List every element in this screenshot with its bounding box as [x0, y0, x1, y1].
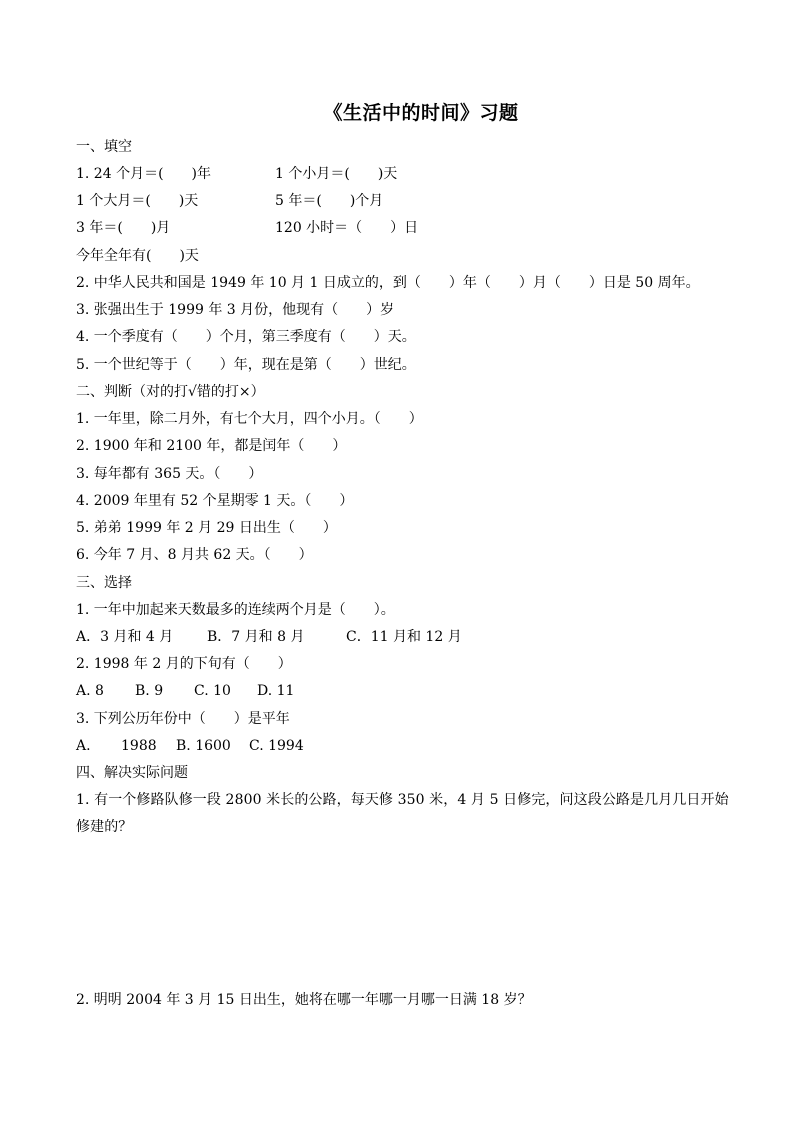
choice-1-option-c: C．11 月和 12 月 [346, 629, 462, 645]
question-1d: 今年全年有( )天 [76, 248, 199, 264]
choice-3-option-b: B. 1600 [176, 738, 231, 754]
section-heading-word-problems: 四、解决实际问题 [76, 765, 188, 781]
section-heading-true-false: 二、判断（对的打√错的打×） [76, 384, 265, 400]
judge-question-1: 1. 一年里，除二月外，有七个大月，四个小月。（ ） [76, 411, 423, 427]
judge-question-4: 4. 2009 年里有 52 个星期零 1 天。（ ） [76, 493, 354, 509]
question-2: 2. 中华人民共和国是 1949 年 10 月 1 日成立的，到（ ）年（ ）月（ ）日是 50 周年。 [76, 275, 700, 291]
section-heading-choice: 三、选择 [76, 575, 132, 591]
question-1a-right: 1 个小月＝( )天 [275, 166, 398, 182]
choice-question-1: 1. 一年中加起来天数最多的连续两个月是（ ）。 [76, 602, 395, 618]
choice-2-option-a: A. 8 [76, 683, 104, 699]
choice-2-option-b: B. 9 [135, 683, 164, 699]
choice-3-option-a-value: 1988 [121, 738, 157, 754]
choice-1-option-b: B．7 月和 8 月 [207, 629, 305, 645]
judge-question-6: 6. 今年 7 月、8 月共 62 天。（ ） [76, 547, 313, 563]
question-1b-left: 1 个大月＝( )天 [76, 193, 199, 209]
word-problem-1: 1. 有一个修路队修一段 2800 米长的公路，每天修 350 米，4 月 5 日修完，问这段公路是几月几日开始修建的？ [76, 792, 729, 835]
judge-question-5: 5. 弟弟 1999 年 2 月 29 日出生（ ） [76, 520, 337, 536]
choice-2-option-d: D. 11 [257, 683, 295, 699]
judge-question-2: 2. 1900 年和 2100 年，都是闰年（ ） [76, 438, 347, 454]
choice-3-option-c: C. 1994 [249, 738, 304, 754]
question-5: 5. 一个世纪等于（ ）年，现在是第（ ）世纪。 [76, 357, 416, 373]
choice-question-3: 3. 下列公历年份中（ ）是平年 [76, 711, 290, 727]
choice-3-option-a: A. [76, 738, 91, 754]
question-3: 3. 张强出生于 1999 年 3 月份，他现有（ ）岁 [76, 302, 395, 318]
choice-1-option-a: A．3 月和 4 月 [76, 629, 174, 645]
question-1a-left: 1. 24 个月＝( )年 [76, 166, 211, 182]
judge-question-3: 3. 每年都有 365 天。（ ） [76, 466, 263, 482]
question-1b-right: 5 年＝( )个月 [275, 193, 384, 209]
question-4: 4. 一个季度有（ ）个月，第三季度有（ ）天。 [76, 329, 416, 345]
word-problem-2: 2. 明明 2004 年 3 月 15 日出生，她将在哪一年哪一月哪一日满 18 岁？ [76, 992, 532, 1008]
section-heading-fill-blank: 一、填空 [76, 139, 132, 155]
choice-2-option-c: C. 10 [194, 683, 231, 699]
question-1c-left: 3 年＝( )月 [76, 220, 171, 236]
page-title: 《生活中的时间》习题 [323, 102, 519, 124]
question-1c-right: 120 小时＝（ ）日 [275, 220, 419, 236]
choice-question-2: 2. 1998 年 2 月的下旬有（ ） [76, 656, 292, 672]
